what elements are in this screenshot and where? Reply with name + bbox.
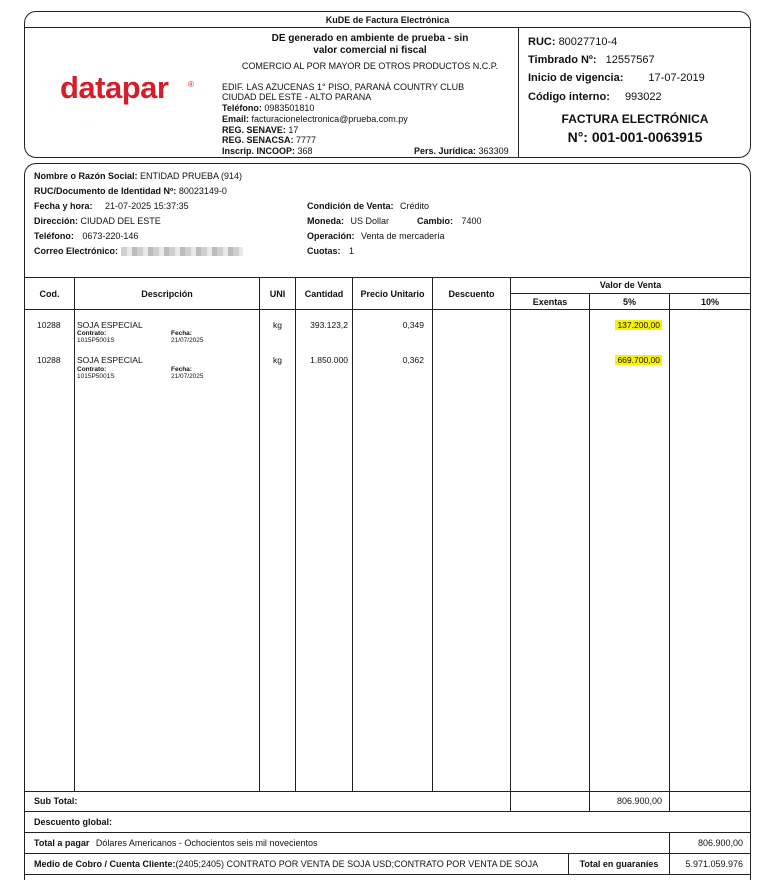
company-logo: datapar ® bbox=[60, 70, 194, 105]
client-correo: Correo Electrónico: bbox=[34, 246, 243, 256]
total-a-pagar: Total a pagar Dólares Americanos - Ochocientos seis mil novecientos bbox=[34, 838, 318, 848]
medio-cobro: Medio de Cobro / Cuenta Cliente:(2405;2405) CONTRATO POR VENTA DE SOJA USD;CONTRATO POR VENTA DE SOJA bbox=[34, 859, 539, 869]
cuotas: Cuotas: 1 bbox=[307, 246, 355, 256]
issuer-ruc: RUC: 80027710-4 bbox=[528, 36, 618, 48]
codigo-interno: Código interno: 993022 bbox=[528, 91, 662, 103]
env-notice-line2: valor comercial ni fiscal bbox=[313, 45, 427, 56]
col-cod: Cod. bbox=[39, 289, 60, 299]
issuer-phone: Teléfono: 0983501810 bbox=[222, 103, 315, 113]
condicion-venta: Condición de Venta: Crédito bbox=[307, 201, 430, 211]
redacted-email bbox=[121, 247, 243, 256]
row-cod: 10288 bbox=[37, 355, 61, 365]
row-uni: kg bbox=[273, 320, 282, 330]
row-contrato: 1015P5001S bbox=[77, 337, 115, 344]
document-title: KuDE de Factura Electrónica bbox=[325, 15, 450, 25]
col-cantidad: Cantidad bbox=[304, 289, 344, 299]
inicio-vigencia: Inicio de vigencia: 17-07-2019 bbox=[528, 72, 705, 84]
row-cod: 10288 bbox=[37, 320, 61, 330]
col-descripcion: Descripción bbox=[141, 289, 193, 299]
row-contrato-label: Contrato: bbox=[77, 330, 107, 337]
items-table bbox=[24, 277, 751, 880]
row-contrato-label: Contrato: bbox=[77, 366, 107, 373]
total-guaranies-label: Total en guaraníes bbox=[579, 859, 659, 869]
row-5pct: 137.200,00 bbox=[617, 320, 660, 330]
document-number: N°: 001-001-0063915 bbox=[567, 129, 703, 145]
total-amount: 806.900,00 bbox=[697, 838, 743, 848]
col-10pct: 10% bbox=[700, 297, 719, 307]
total-guaranies: 5.971.059.976 bbox=[685, 859, 743, 869]
client-name: Nombre o Razón Social: ENTIDAD PRUEBA (914) bbox=[34, 171, 243, 181]
col-5pct: 5% bbox=[622, 297, 636, 307]
inscrip-incoop: Inscrip. INCOOP: 368 bbox=[222, 146, 313, 156]
col-descuento: Descuento bbox=[448, 289, 495, 299]
row-precio: 0,349 bbox=[402, 320, 424, 330]
client-telefono: Teléfono: 0673-220-146 bbox=[34, 231, 139, 241]
col-precio: Precio Unitario bbox=[360, 289, 425, 299]
col-exentas: Exentas bbox=[532, 297, 568, 307]
reg-senacsa: REG. SENACSA: 7777 bbox=[222, 135, 317, 145]
address-line1: EDIF. LAS AZUCENAS 1° PISO, PARANÁ COUNTRY CLUB bbox=[222, 82, 465, 92]
business-activity: COMERCIO AL POR MAYOR DE OTROS PRODUCTOS N.C.P. bbox=[241, 61, 499, 71]
row-uni: kg bbox=[273, 355, 282, 365]
col-valor-venta: Valor de Venta bbox=[599, 280, 662, 290]
address-line2: CIUDAD DEL ESTE - ALTO PARANA bbox=[222, 92, 372, 102]
client-fecha: Fecha y hora: 21-07-2025 15:37:35 bbox=[34, 201, 189, 211]
row-precio: 0,362 bbox=[402, 355, 424, 365]
client-direccion: Dirección: CIUDAD DEL ESTE bbox=[34, 216, 161, 226]
timbrado: Timbrado Nº: 12557567 bbox=[528, 54, 655, 66]
col-uni: UNI bbox=[269, 289, 286, 299]
moneda: Moneda: US Dollar bbox=[307, 216, 390, 226]
row-descripcion: SOJA ESPECIAL bbox=[77, 320, 143, 330]
row-cantidad: 1.850.000 bbox=[310, 355, 348, 365]
subtotal-5pct: 806.900,00 bbox=[616, 796, 662, 806]
row-cantidad: 393.123,2 bbox=[310, 320, 348, 330]
row-5pct: 669.700,00 bbox=[617, 355, 660, 365]
operacion: Operación: Venta de mercadería bbox=[307, 231, 445, 241]
client-ruc: RUC/Documento de Identidad Nº: 80023149-0 bbox=[34, 186, 227, 196]
row-fecha-label: Fecha: bbox=[171, 330, 192, 337]
env-notice-line1: DE generado en ambiente de prueba - sin bbox=[271, 33, 469, 44]
pers-juridica: Pers. Jurídica: 363309 bbox=[414, 146, 509, 156]
issuer-email: Email: facturacionelectronica@prueba.com.py bbox=[222, 114, 408, 124]
row-descripcion: SOJA ESPECIAL bbox=[77, 355, 143, 365]
row-contrato: 1015P5001S bbox=[77, 373, 115, 380]
subtotal-label: Sub Total: bbox=[34, 796, 78, 806]
reg-senave: REG. SENAVE: 17 bbox=[222, 125, 299, 135]
document-type: FACTURA ELECTRÓNICA bbox=[561, 112, 709, 126]
descuento-global-label: Descuento global: bbox=[34, 817, 113, 827]
cambio: Cambio: 7400 bbox=[417, 216, 482, 226]
row-fecha: 21/07/2025 bbox=[171, 337, 204, 344]
row-fecha-label: Fecha: bbox=[171, 366, 192, 373]
row-fecha: 21/07/2025 bbox=[171, 373, 204, 380]
